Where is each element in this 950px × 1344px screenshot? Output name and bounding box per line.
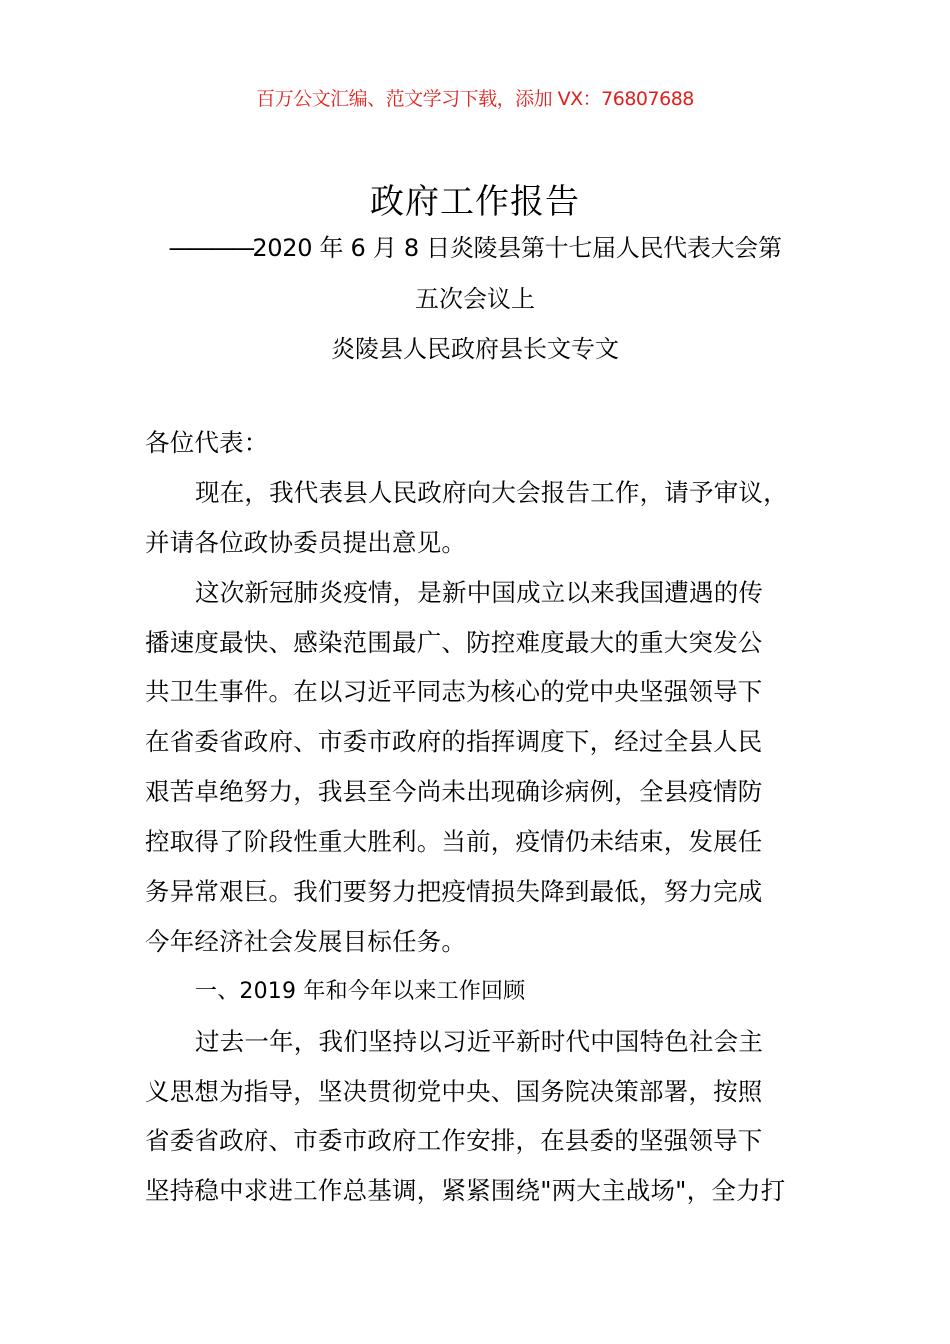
text-line: 坚持稳中求进工作总基调，紧紧围绕"两大主战场"，全力打 [145,1176,786,1206]
document-title: 政府工作报告 [370,182,580,222]
heading-text: 一、2019 年和今年以来工作回顾 [195,978,526,1004]
document-body [145,424,845,1222]
subtitle-text: 2020 年 6 月 8 日炎陵县第十七届人民代表大会第 [252,234,782,262]
subtitle-line-1 [0,228,950,263]
text-line: 艰苦卓绝努力，我县至今尚未出现确诊病例，全县疫情防 [145,777,763,807]
text-line: 义思想为指导，坚决贯彻党中央、国务院决策部署，按照 [145,1076,763,1106]
text-line: 现在，我代表县人民政府向大会报告工作，请予审议， [195,477,788,507]
text-line: 控取得了阶段性重大胜利。当前，疫情仍未结束，发展任 [145,827,763,857]
author-line: 炎陵县人民政府县长文专文 [331,335,619,363]
salutation: 各位代表： [145,428,269,457]
text-line: 并请各位政协委员提出意见。 [145,527,467,557]
text-line: 务异常艰巨。我们要努力把疫情损失降到最低，努力完成 [145,877,763,907]
subtitle-line-2: 五次会议上 [415,285,535,313]
text-line: 在省委省政府、市委市政府的指挥调度下，经过全县人民 [145,727,763,757]
text-line: 省委省政府、市委市政府工作安排，在县委的坚强领导下 [145,1126,763,1156]
text-line: 今年经济社会发展目标任务。 [145,926,467,956]
text-line: 过去一年，我们坚持以习近平新时代中国特色社会主 [195,1026,764,1056]
paragraph [145,474,845,574]
paragraph [145,1023,845,1223]
text-line: 播速度最快、感染范围最广、防控难度最大的重大突发公 [145,627,763,657]
subtitle-dash: ———— [168,234,253,262]
text-line: 共卫生事件。在以习近平同志为核心的党中央坚强领导下 [145,677,763,707]
section-heading [145,973,845,1023]
watermark-text: 百万公文汇编、范文学习下载，添加 VX：76807688 [256,88,694,110]
paragraph [145,574,845,973]
text-line: 这次新冠肺炎疫情，是新中国成立以来我国遭遇的传 [195,577,764,607]
